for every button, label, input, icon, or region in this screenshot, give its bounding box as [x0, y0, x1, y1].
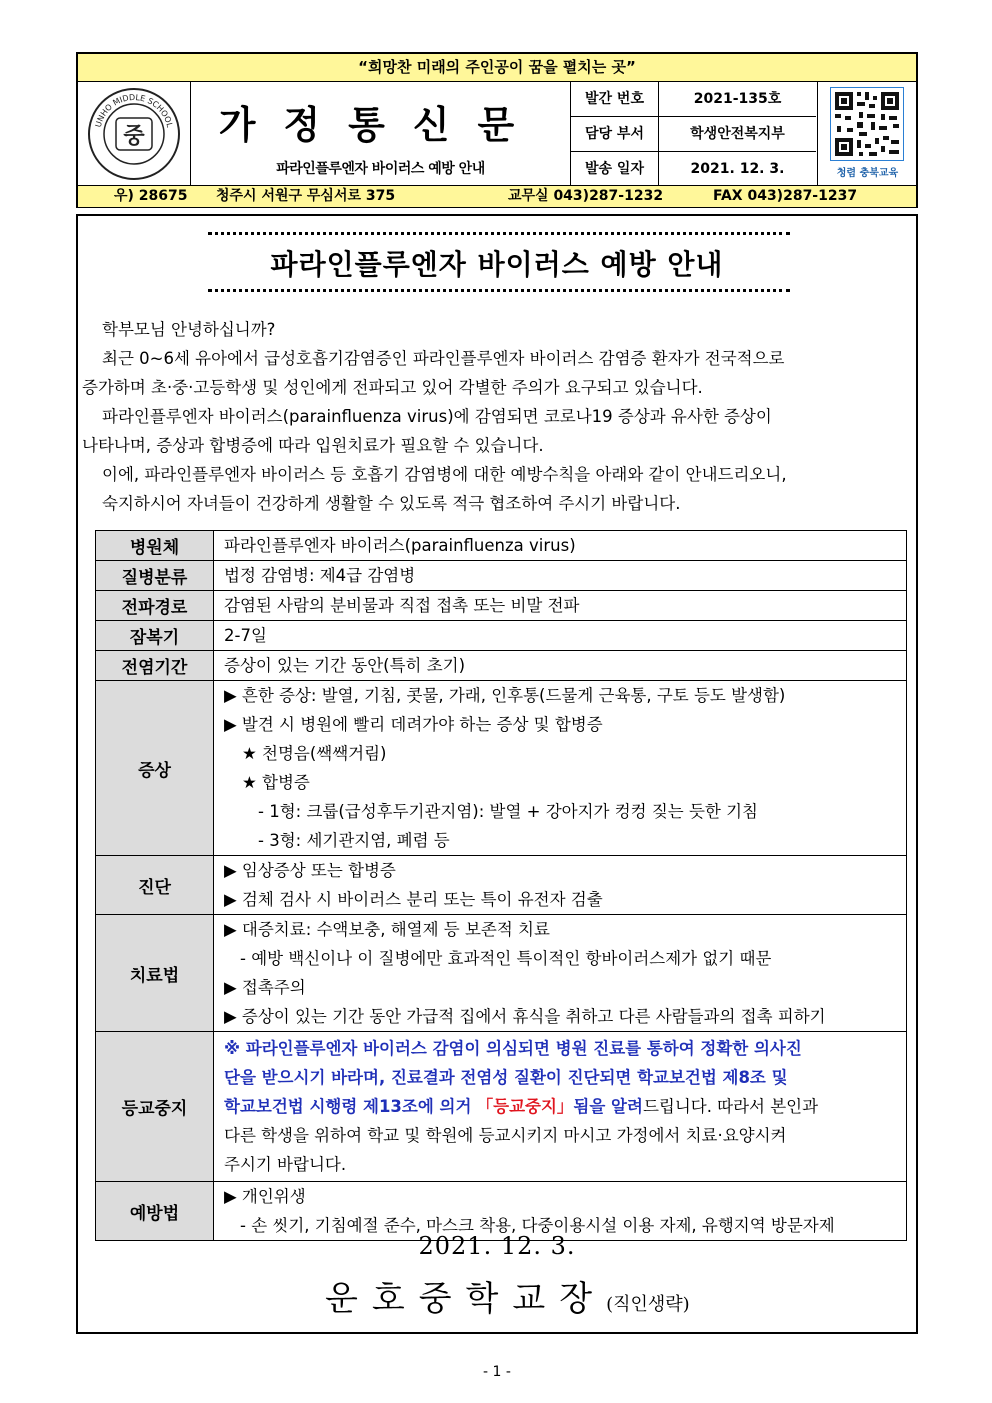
row-value: 2-7일 [224, 626, 267, 645]
newsletter-header [76, 52, 918, 208]
row-header: 치료법 [96, 915, 214, 1032]
row-value: 법정 감염병: 제4급 감염병 [224, 566, 416, 585]
symptom-paragraph-cont [82, 431, 902, 460]
treatment-line: ▶ 접촉주의 [224, 978, 306, 997]
symptom-line: ▶ 발견 시 병원에 빨리 데려가야 하는 증상 및 합병증 [224, 715, 603, 734]
principal-signature [325, 1271, 690, 1320]
signer-name: 운호중학교장 [325, 1279, 607, 1319]
suspension-line: 단을 받으시기 바라며, 진료결과 전염성 질환이 진단되면 학교보건법 제8조 및 [224, 1068, 788, 1087]
table-row-contagious-period [96, 651, 907, 681]
prevention-line: - 손 씻기, 기침예절 준수, 마스크 착용, 다중이용시설 이용 자제, 유행지역 방문자제 [240, 1216, 835, 1235]
table-row-transmission [96, 591, 907, 621]
page-number: - 1 - [483, 1364, 511, 1380]
document-date: 2021. 12. 3. [418, 1232, 576, 1260]
row-header: 질병분류 [96, 561, 214, 591]
qr-caption: 청렴 충북교육 [836, 168, 899, 179]
row-header: 진단 [96, 856, 214, 915]
suspension-notice-text: 됨을 알려 [573, 1097, 643, 1116]
school-logo-cell [78, 82, 191, 185]
symptom-line: - 3형: 세기관지염, 폐렴 등 [258, 831, 450, 850]
disease-info-table [95, 530, 907, 1241]
info-row-send-date [571, 152, 816, 186]
qr-cell [817, 82, 917, 185]
issue-info-grid [571, 82, 816, 185]
symptom-line: ★ 합병증 [242, 773, 310, 792]
office-phone: 교무실 043)287-1232 [508, 188, 664, 204]
title-divider-top [208, 232, 790, 235]
suspension-line [224, 1092, 898, 1121]
row-value: 감염된 사람의 분비물과 직접 접촉 또는 비말 전파 [224, 596, 580, 615]
row-header: 병원체 [96, 531, 214, 561]
table-row-incubation [96, 621, 907, 651]
info-label: 발간 번호 [571, 82, 659, 116]
row-header: 등교중지 [96, 1032, 214, 1182]
paragraph-line: 숙지하시어 자녀들이 건강하게 생활할 수 있도록 적극 협조하여 주시기 바랍니다. [102, 494, 681, 513]
school-emblem-text: UNHO MIDDLE SCHOOL [93, 92, 175, 129]
request-paragraph-cont [102, 489, 902, 518]
row-header: 증상 [96, 681, 214, 856]
suspension-line: ※ 파라인플루엔자 바이러스 감염이 의심되면 병원 진료를 통하여 정확한 의사진 [224, 1039, 802, 1058]
suspension-text: 드립니다. 따라서 본인과 [642, 1097, 819, 1116]
info-row-department [571, 117, 816, 152]
intro-paragraph [102, 344, 902, 373]
row-header: 전염기간 [96, 651, 214, 681]
newsletter-subtitle: 파라인플루엔자 바이러스 예방 안내 [276, 161, 485, 177]
school-emblem-icon [86, 86, 182, 182]
school-emblem-char: 중 [123, 124, 145, 149]
suspension-line: 다른 학생을 위하여 학교 및 학원에 등교시키지 마시고 가정에서 치료·요양시켜 [224, 1126, 787, 1145]
paragraph-line: 이에, 파라인플루엔자 바이러스 등 호흡기 감염병에 대한 예방수칙을 아래와 같이 안내드리오니, [102, 465, 787, 484]
fax-number: FAX 043)287-1237 [713, 188, 858, 204]
symptom-line: ▶ 흔한 증상: 발열, 기침, 콧물, 가래, 인후통(드물게 근육통, 구토 등도 발생함) [224, 686, 786, 705]
treatment-line: ▶ 대증치료: 수액보충, 해열제 등 보존적 치료 [224, 920, 550, 939]
info-label: 담당 부서 [571, 117, 659, 151]
table-row-treatment [96, 915, 907, 1032]
suspension-line: 주시기 바랍니다. [224, 1155, 347, 1174]
newsletter-title: 가정통신문 [218, 102, 543, 147]
symptom-paragraph [102, 402, 902, 431]
suspension-highlight: 「등교중지」 [476, 1097, 574, 1116]
table-row-pathogen [96, 531, 907, 561]
table-row-school-suspension [96, 1032, 907, 1182]
document-title: 파라인플루엔자 바이러스 예방 안내 [270, 248, 724, 281]
row-header: 전파경로 [96, 591, 214, 621]
info-value: 학생안전복지부 [690, 126, 785, 142]
qr-code-icon[interactable] [830, 87, 904, 161]
street-address: 청주시 서원구 무심서로 375 [216, 188, 396, 204]
seal-note: (직인생략) [606, 1294, 690, 1315]
row-value: 증상이 있는 기간 동안(특히 초기) [224, 656, 466, 675]
paragraph-line: 나타나며, 증상과 합병증에 따라 입원치료가 필요할 수 있습니다. [82, 436, 544, 455]
info-value: 2021-135호 [693, 91, 782, 107]
intro-paragraph-cont [82, 373, 902, 402]
paragraph-line: 파라인플루엔자 바이러스(parainfluenza virus)에 감염되면 코로나19 증상과 유사한 증상이 [102, 407, 772, 426]
diagnosis-line: ▶ 임상증상 또는 합병증 [224, 861, 396, 880]
title-divider-bottom [208, 289, 790, 292]
symptom-line: - 1형: 크룹(급성후두기관지염): 발열 + 강아지가 컹컹 짖는 듯한 기침 [258, 802, 758, 821]
diagnosis-line: ▶ 검체 검사 시 바이러스 분리 또는 특이 유전자 검출 [224, 890, 603, 909]
greeting-paragraph [102, 315, 902, 344]
paragraph-line: 학부모님 안녕하십니까? [102, 320, 276, 339]
paragraph-line: 증가하며 초·중·고등학생 및 성인에게 전파되고 있어 각별한 주의가 요구되고 있습니다. [82, 378, 703, 397]
prevention-line: ▶ 개인위생 [224, 1187, 306, 1206]
school-slogan: “희망찬 미래의 주인공이 꿈을 펼치는 곳” [78, 54, 916, 82]
postal-code: 우) 28675 [114, 188, 188, 204]
row-header: 예방법 [96, 1182, 214, 1241]
paragraph-line: 최근 0~6세 유아에서 급성호흡기감염증인 파라인플루엔자 바이러스 감염증 환자가 전국적으로 [102, 349, 785, 368]
suspension-law-text: 학교보건법 시행령 제13조에 의거 [224, 1097, 472, 1116]
table-row-diagnosis [96, 856, 907, 915]
row-header: 잠복기 [96, 621, 214, 651]
request-paragraph [102, 460, 902, 489]
info-label: 발송 일자 [571, 152, 659, 186]
treatment-line: - 예방 백신이나 이 질병에만 효과적인 특이적인 항바이러스제가 없기 때문 [240, 949, 772, 968]
info-row-issue-number [571, 82, 816, 117]
table-row-symptoms [96, 681, 907, 856]
school-address-bar [78, 185, 916, 207]
row-value: 파라인플루엔자 바이러스(parainfluenza virus) [224, 536, 576, 555]
treatment-line: ▶ 증상이 있는 기간 동안 가급적 집에서 휴식을 취하고 다른 사람들과의 접촉 피하기 [224, 1007, 826, 1026]
title-cell [191, 82, 571, 185]
table-row-classification [96, 561, 907, 591]
info-value: 2021. 12. 3. [690, 161, 785, 177]
symptom-line: ★ 천명음(쌕쌕거림) [242, 744, 387, 763]
